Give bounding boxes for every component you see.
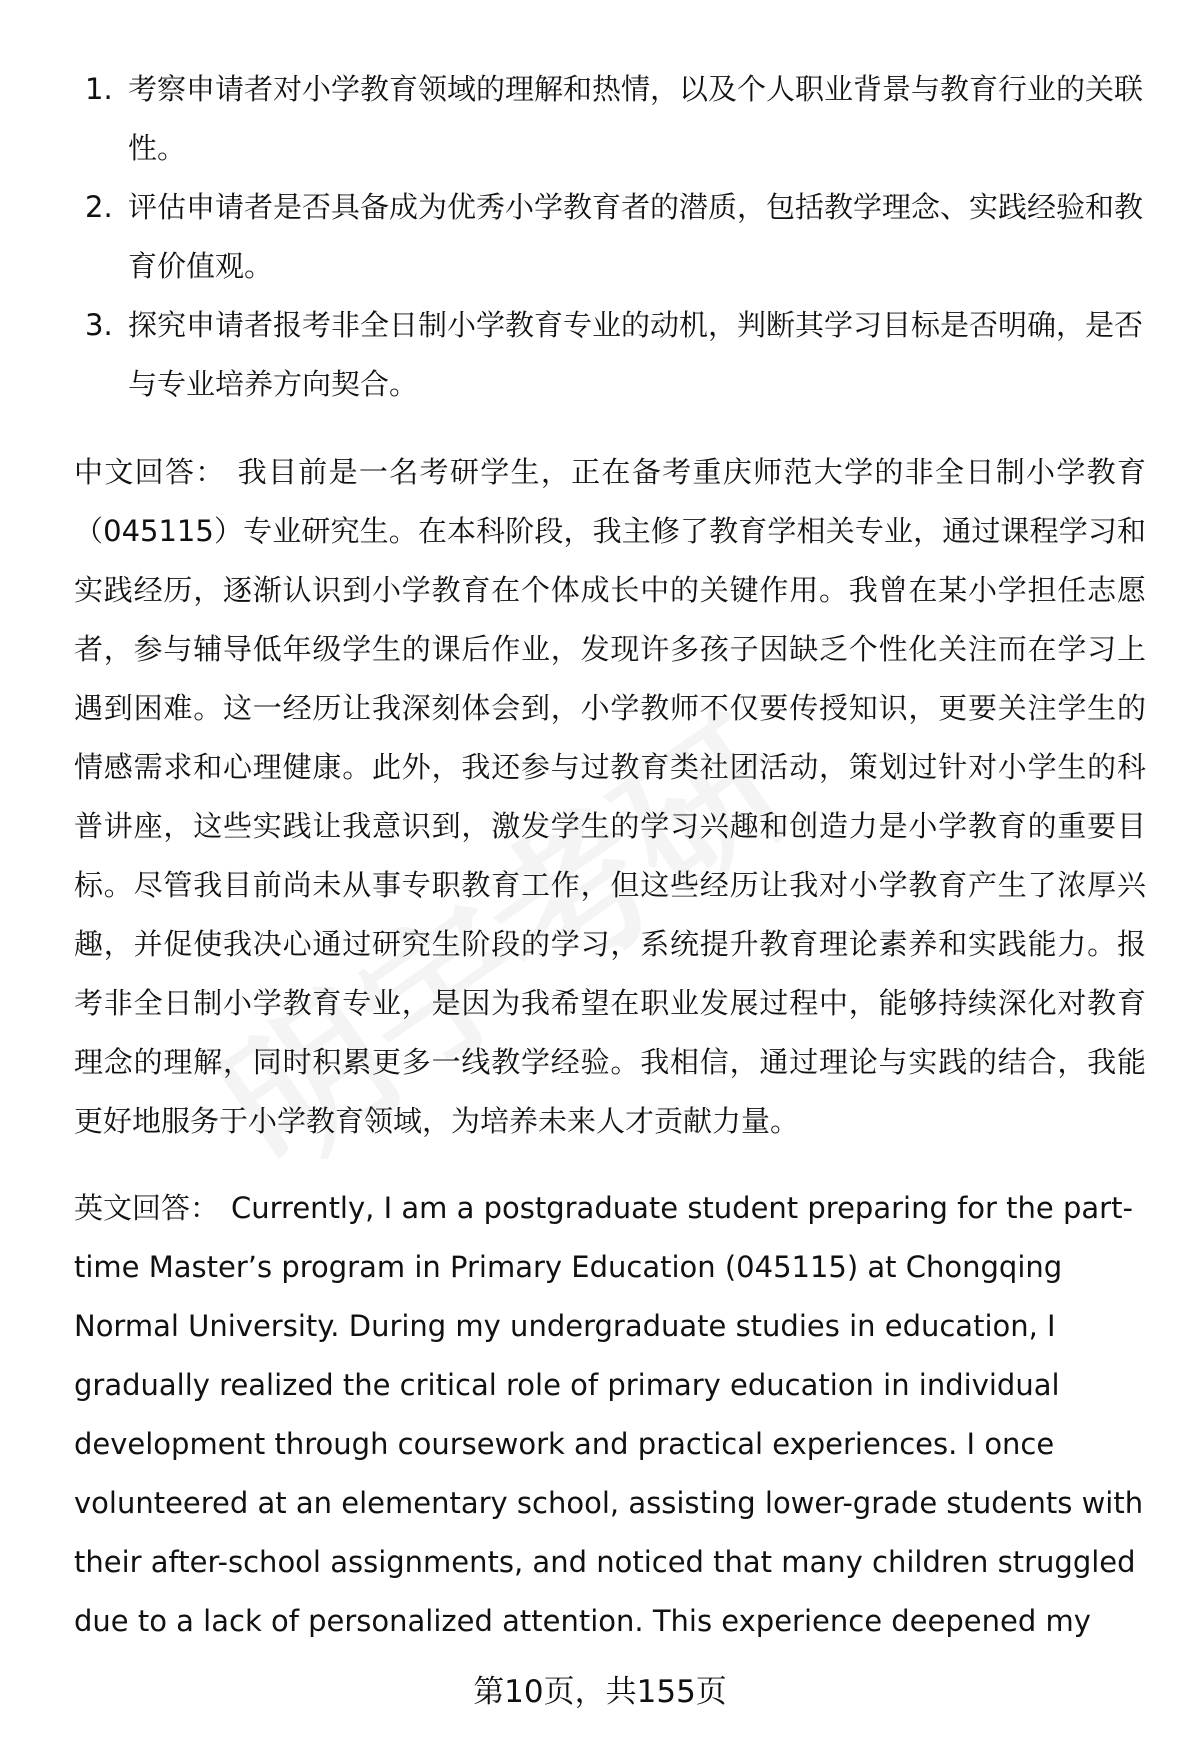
objective-item-2	[74, 178, 1146, 296]
page-number-footer: 第10页，共155页	[473, 1674, 727, 1710]
objective-text: 评估申请者是否具备成为优秀小学教育者的潜质，包括教学理念、实践经验和教育价值观。	[128, 190, 1144, 283]
objective-item-1	[74, 60, 1146, 178]
objective-text: 考察申请者对小学教育领域的理解和热情，以及个人职业背景与教育行业的关联性。	[128, 72, 1144, 165]
objective-text: 探究申请者报考非全日制小学教育专业的动机，判断其学习目标是否明确，是否与专业培养方向契合。	[128, 308, 1144, 401]
english-answer-paragraph	[74, 1179, 1146, 1651]
objective-number: 1.	[85, 72, 113, 106]
english-answer-label: 英文回答：	[74, 1191, 220, 1225]
chinese-answer-text: 我目前是一名考研学生，正在备考重庆师范大学的非全日制小学教育（045115）专业研究生。在本科阶段，我主修了教育学相关专业，通过课程学习和实践经历，逐渐认识到小学教育在个体成长中的关键作用。我曾在某小学担任志愿者，参与辅导低年级学生的课后作业，发现许多孩子因缺乏个性化关注而在学习上遇到困难。这一经历让我深刻体会到，小学教师不仅要传授知识，更要关注学生的情感需求和心理健康。此外，我还参与过教育类社团活动，策划过针对小学生的科普讲座，这些实践让我意识到，激发学生的学习兴趣和创造力是小学教育的重要目标。尽管我目前尚未从事专职教育工作，但这些经历让我对小学教育产生了浓厚兴趣，并促使我决心通过研究生阶段的学习，系统提升教育理论素养和实践能力。报考非全日制小学教育专业，是因为我希望在职业发展过程中，能够持续深化对教育理念的理解，同时积累更多一线教学经验。我相信，通过理论与实践的结合，我能更好地服务于小学教育领域，为培养未来人才贡献力量。	[74, 455, 1146, 1138]
chinese-answer-paragraph	[74, 443, 1146, 1151]
objective-item-3	[74, 296, 1146, 414]
objective-number: 3.	[85, 308, 113, 342]
objective-number: 2.	[85, 190, 113, 224]
document-page	[74, 60, 1146, 1651]
objectives-list	[74, 60, 1146, 414]
chinese-answer-label: 中文回答：	[74, 455, 226, 489]
english-answer-text: Currently, I am a postgraduate student preparing for the part-time Master’s program in Primary Education (045115) at Chongqing Normal University. During my undergraduate studies in education, I gradually realized the critical role of primary education in individual development through coursework and practical experiences. I once volunteered at an elementary school, assisting lower-grade students with their after-school assignments, and noticed that many children struggled due to a lack of personalized attention. This experience deepened my	[74, 1191, 1144, 1638]
